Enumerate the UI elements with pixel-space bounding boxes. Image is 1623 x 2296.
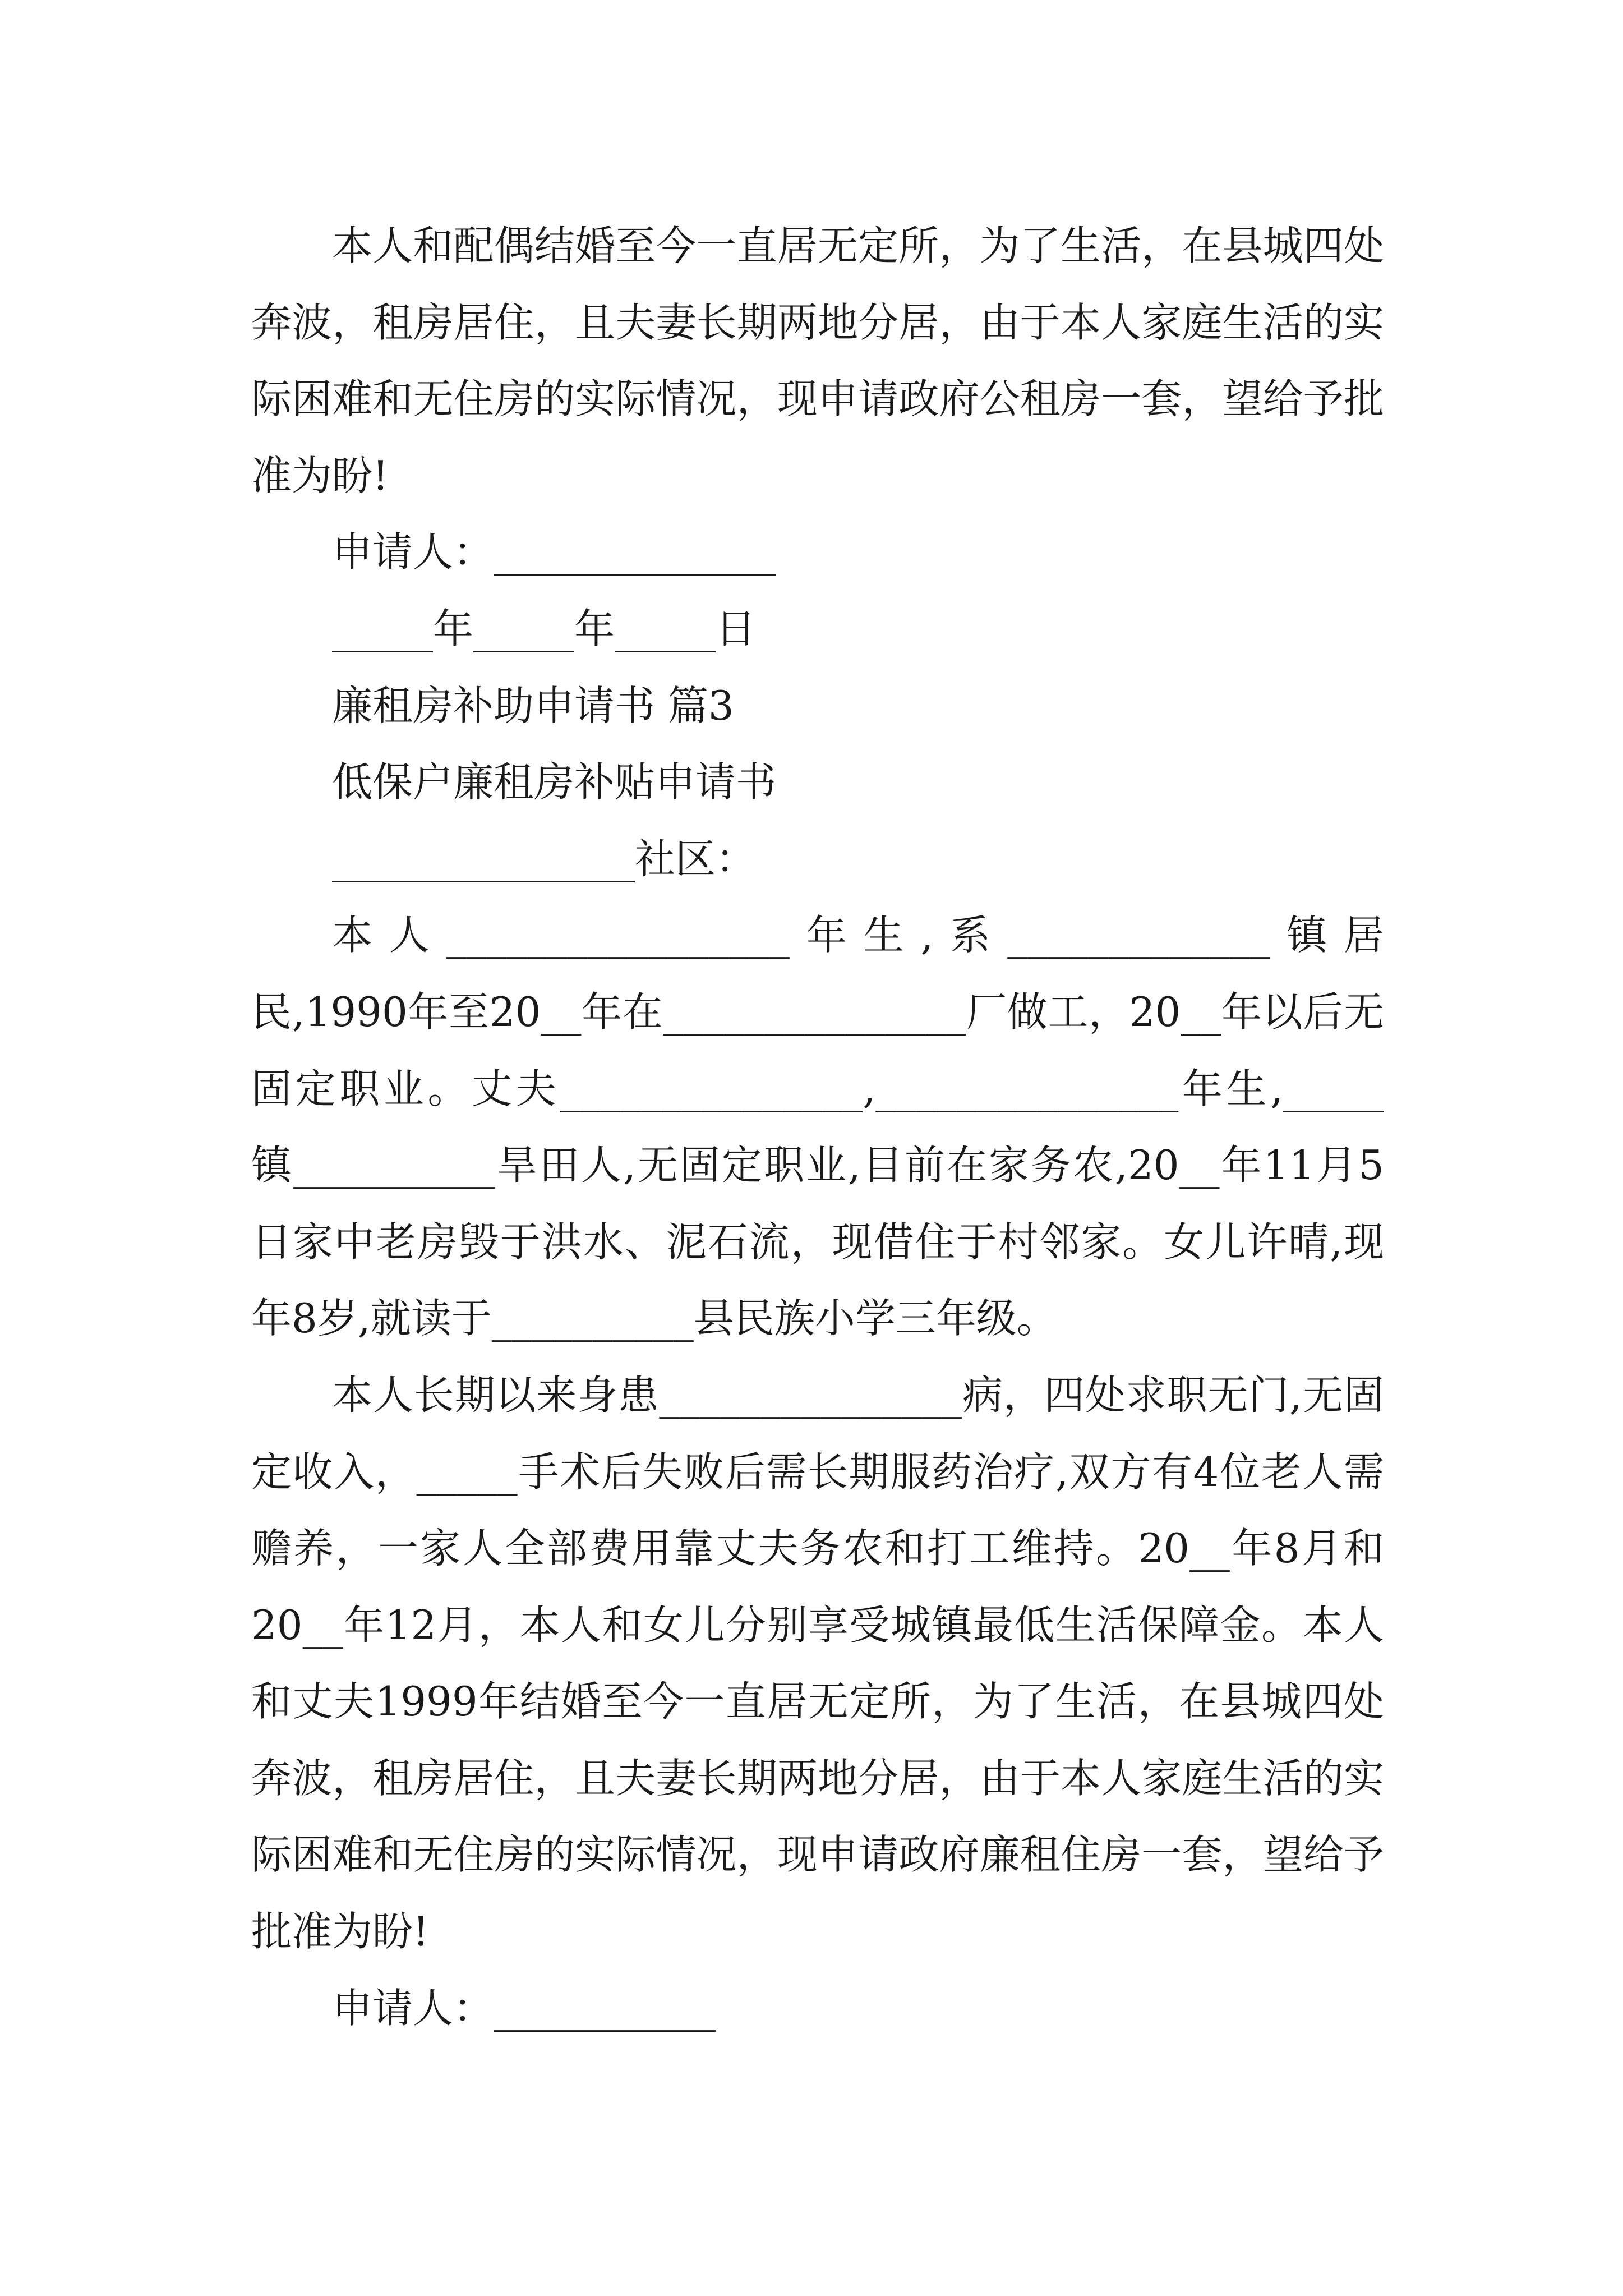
applicant-signature-line: 申请人：______________ [332, 528, 777, 576]
letter-title: 低保户廉租房补贴申请书 [332, 758, 777, 806]
paragraph-housing-request: 本人和配偶结婚至今一直居无定所，为了生活，在县城四处奔波，租房居住，且夫妻长期两地分居，由于本人家庭生活的实际困难和无住房的实际情况，现申请政府公租房一套，望给予批准为盼! [251, 222, 1384, 499]
paragraph-hardship-details: 本人长期以来身患_______________病，四处求职无门,无固定收入，_____手术后失败后需长期服药治疗,双方有4位老人需赡养，一家人全部费用靠丈夫务农和打工维持。20__年8月和20__年12月，本人和女儿分别享受城镇最低生活保障金。本人和丈夫1999年结婚至今一直居无定所，为了生活，在县城四处奔波，租房居住，且夫妻长期两地分居，由于本人家庭生活的实际困难和无住房的实际情况，现申请政府廉租住房一套，望给予批准为盼! [251, 1371, 1384, 1955]
date-line: _____年_____年_____日 [332, 605, 756, 652]
paragraph-family-background: 本人_________________年生,系_____________镇居民,1990年至20__年在_______________厂做工，20__年以后无固定职业。丈夫_______________,_______________年生,_____镇__________旱田人,无固定职业,目前在家务农,20__年11月5日家中老房毁于洪水、泥石流，现借住于村邻家。女儿许晴,现年8岁,就读于__________县民族小学三年级。 [251, 912, 1384, 1342]
addressee-line: _______________社区： [332, 835, 757, 882]
document-body [251, 208, 1384, 2046]
applicant-signature-line-2: 申请人：___________ [332, 1984, 716, 2032]
section-title: 廉租房补助申请书 篇3 [332, 682, 734, 729]
